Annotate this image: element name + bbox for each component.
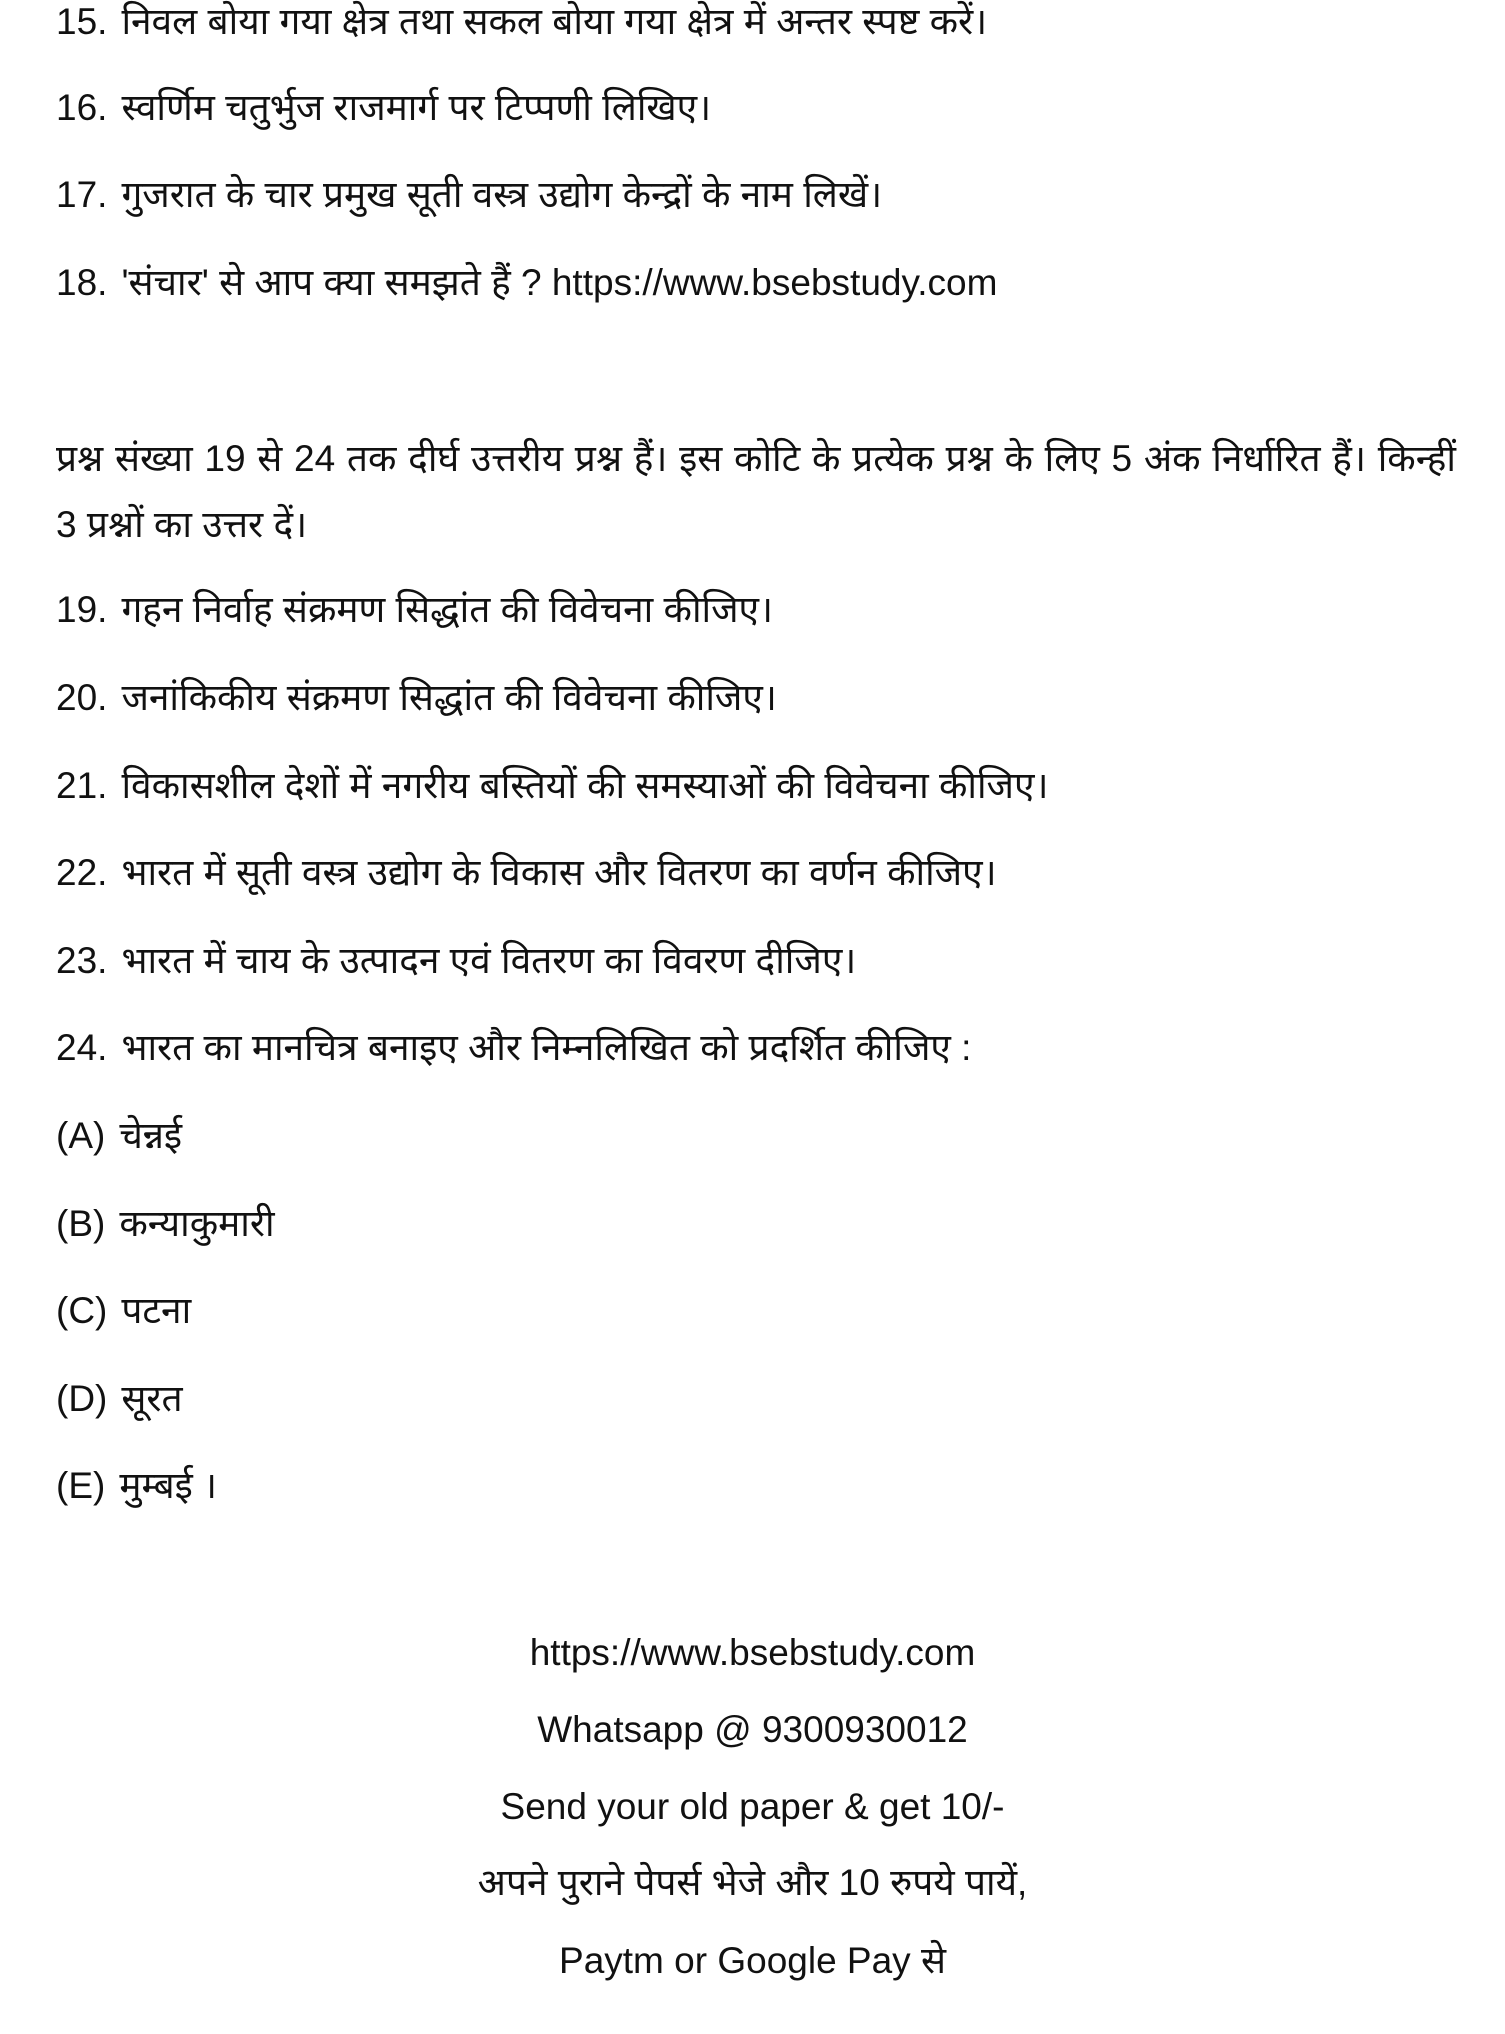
question-23 bbox=[56, 939, 856, 983]
question-24 bbox=[56, 1026, 971, 1070]
map-option-b bbox=[56, 1202, 275, 1246]
option-label: (C) bbox=[56, 1290, 108, 1331]
question-number: 24. bbox=[56, 1027, 108, 1068]
question-16 bbox=[56, 86, 711, 130]
footer-whatsapp: Whatsapp @ 9300930012 bbox=[537, 1709, 968, 1750]
question-number: 19. bbox=[56, 589, 108, 630]
footer-payment: Paytm or Google Pay से bbox=[559, 1940, 946, 1981]
option-text: मुम्बई । bbox=[119, 1465, 218, 1506]
map-option-d bbox=[56, 1377, 183, 1421]
question-text: जनांकिकीय संक्रमण सिद्धांत की विवेचना कीजिए। bbox=[121, 677, 777, 718]
question-text: भारत में सूती वस्त्र उद्योग के विकास और वितरण का वर्णन कीजिए। bbox=[121, 852, 997, 893]
option-label: (E) bbox=[56, 1465, 106, 1506]
section-instruction: प्रश्न संख्या 19 से 24 तक दीर्घ उत्तरीय प्रश्न हैं। इस कोटि के प्रत्येक प्रश्न के लिए 5 अंक निर्धारित हैं। किन्हीं 3 प्रश्नों का उत्तर दें। bbox=[56, 438, 1456, 545]
question-text: भारत में चाय के उत्पादन एवं वितरण का विवरण दीजिए। bbox=[121, 940, 857, 981]
question-number: 22. bbox=[56, 852, 108, 893]
question-number: 17. bbox=[56, 174, 108, 215]
option-text: कन्याकुमारी bbox=[119, 1203, 275, 1244]
question-number: 21. bbox=[56, 765, 108, 806]
question-21 bbox=[56, 764, 1049, 808]
question-18 bbox=[56, 261, 997, 305]
option-label: (B) bbox=[56, 1203, 106, 1244]
map-option-a bbox=[56, 1114, 182, 1158]
question-text: 'संचार' से आप क्या समझते हैं ? https://www.bsebstudy.com bbox=[121, 262, 998, 303]
map-option-c bbox=[56, 1289, 191, 1333]
question-number: 16. bbox=[56, 87, 108, 128]
option-label: (D) bbox=[56, 1378, 108, 1419]
question-15 bbox=[56, 0, 987, 44]
question-text: स्वर्णिम चतुर्भुज राजमार्ग पर टिप्पणी लिखिए। bbox=[121, 87, 712, 128]
footer-send-paper: Send your old paper & get 10/- bbox=[500, 1786, 1005, 1827]
question-text: विकासशील देशों में नगरीय बस्तियों की समस्याओं की विवेचना कीजिए। bbox=[121, 765, 1049, 806]
option-label: (A) bbox=[56, 1115, 106, 1156]
footer-send-paper-hindi: अपने पुराने पेपर्स भेजे और 10 रुपये पायें, bbox=[477, 1862, 1028, 1903]
map-option-e bbox=[56, 1464, 217, 1508]
option-text: सूरत bbox=[121, 1378, 183, 1419]
option-text: पटना bbox=[121, 1290, 192, 1331]
question-text: गुजरात के चार प्रमुख सूती वस्त्र उद्योग केन्द्रों के नाम लिखें। bbox=[121, 174, 883, 215]
question-22 bbox=[56, 851, 997, 895]
question-17 bbox=[56, 173, 882, 217]
question-number: 15. bbox=[56, 1, 108, 42]
question-number: 23. bbox=[56, 940, 108, 981]
question-text: निवल बोया गया क्षेत्र तथा सकल बोया गया क्षेत्र में अन्तर स्पष्ट करें। bbox=[121, 1, 988, 42]
question-number: 20. bbox=[56, 677, 108, 718]
option-text: चेन्नई bbox=[119, 1115, 183, 1156]
footer-website: https://www.bsebstudy.com bbox=[529, 1632, 976, 1673]
question-20 bbox=[56, 676, 777, 720]
question-19 bbox=[56, 588, 773, 632]
question-text: भारत का मानचित्र बनाइए और निम्नलिखित को प्रदर्शित कीजिए : bbox=[121, 1027, 972, 1068]
question-number: 18. bbox=[56, 262, 108, 303]
question-text: गहन निर्वाह संक्रमण सिद्धांत की विवेचना कीजिए। bbox=[121, 589, 774, 630]
